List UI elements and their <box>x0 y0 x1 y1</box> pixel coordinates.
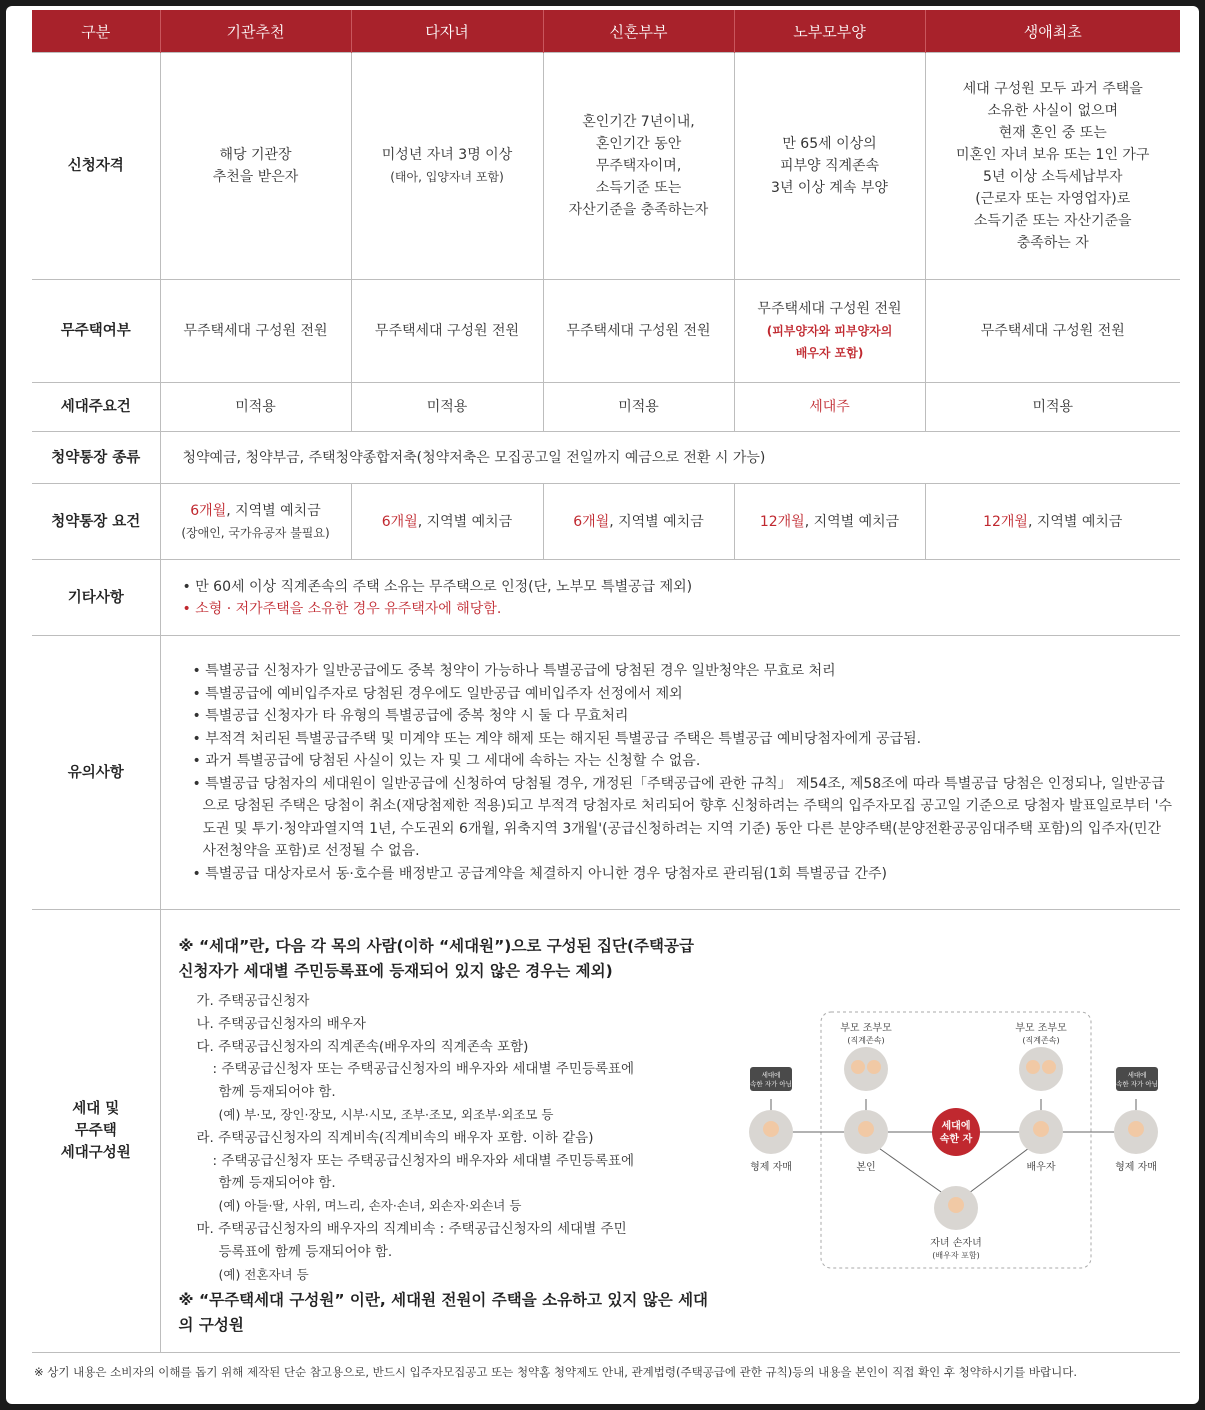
cell: 6개월, 지역별 예치금 <box>543 484 734 560</box>
diagram-label: 본인 <box>855 1162 876 1173</box>
cell: 미적용 <box>160 383 351 432</box>
row-header-household: 세대 및 무주택 세대구성원 <box>32 910 160 1353</box>
cell: 12개월, 지역별 예치금 <box>925 484 1180 560</box>
row-header-homeless: 무주택여부 <box>32 280 160 383</box>
row-other <box>32 560 1180 636</box>
diagram-label: 세대에 <box>761 1071 780 1079</box>
cell: 무주택세대 구성원 전원 <box>543 280 734 383</box>
cell: 무주택세대 구성원 전원 <box>351 280 543 383</box>
diagram-label: 형제 자매 <box>1114 1162 1157 1173</box>
row-header-account-type: 청약통장 종류 <box>32 432 160 484</box>
diagram-label: 속한 자가 아님 <box>749 1080 792 1088</box>
grandparents-left-avatar <box>844 1047 888 1091</box>
col-header-elderly-parent: 노부모부양 <box>734 10 925 53</box>
cell: 미성년 자녀 3명 이상 (태아, 입양자녀 포함) <box>351 53 543 280</box>
cell: 무주택세대 구성원 전원 (피부양자와 피부양자의 배우자 포함) <box>734 280 925 383</box>
row-eligibility <box>32 53 1180 280</box>
diagram-label: (직계존속) <box>1021 1036 1060 1045</box>
col-header-multi-child: 다자녀 <box>351 10 543 53</box>
cell: 혼인기간 7년이내, 혼인기간 동안 무주택자이며, 소득기준 또는 자산기준을 충족하는자 <box>543 53 734 280</box>
cell: 6개월, 지역별 예치금 (장애인, 국가유공자 불필요) <box>160 484 351 560</box>
diagram-label: 배우자 <box>1026 1162 1055 1173</box>
spouse-avatar <box>1019 1110 1063 1154</box>
row-homeless <box>32 280 1180 383</box>
cell: 세대 구성원 모두 과거 주택을 소유한 사실이 없으며 현재 혼인 중 또는 미혼인 자녀 보유 또는 1인 가구 5년 이상 소득세납부자 (근로자 또는 자영업자)로 소득기준 또는 자산기준을 충족하는 자 <box>925 53 1180 280</box>
row-header-householder: 세대주요건 <box>32 383 160 432</box>
household-definition-title: ※ “세대”란, 다음 각 목의 사람(이하 “세대원”)으로 구성된 집단(주택공급 신청자가 세대별 주민등록표에 등재되어 있지 않은 경우는 제외) <box>178 937 694 980</box>
cell: 미적용 <box>925 383 1180 432</box>
cell: 6개월, 지역별 예치금 <box>351 484 543 560</box>
cell: 세대주 <box>734 383 925 432</box>
diagram-label: 속한 자가 아님 <box>1115 1080 1158 1088</box>
page <box>6 6 1199 1404</box>
grandparents-right-avatar <box>1019 1047 1063 1091</box>
row-header-cautions: 유의사항 <box>32 636 160 910</box>
table-header-row <box>32 10 1180 53</box>
col-header-category: 구분 <box>32 10 160 53</box>
diagram-label: 자녀 손자녀 <box>929 1238 982 1249</box>
household-center-badge <box>932 1108 980 1156</box>
diagram-label: 부모 조부모 <box>839 1023 892 1034</box>
homeless-household-definition: ※ “무주택세대 구성원” 이란, 세대원 전원이 주택을 소유하고 있지 않은 세대의 구성원 <box>178 1291 709 1334</box>
diagram-label: (배우자 포함) <box>931 1251 980 1260</box>
cell: 만 65세 이상의 피부양 직계존속 3년 이상 계속 부양 <box>734 53 925 280</box>
diagram-label: (직계존속) <box>846 1036 885 1045</box>
cell: 미적용 <box>543 383 734 432</box>
diagram-label: 세대에 <box>1127 1071 1146 1079</box>
row-header-eligibility: 신청자격 <box>32 53 160 280</box>
special-supply-table <box>32 10 1180 1353</box>
self-avatar <box>844 1110 888 1154</box>
row-household <box>32 910 1180 1353</box>
diagram-label: 부모 조부모 <box>1014 1023 1067 1034</box>
cell: • 만 60세 이상 직계존속의 주택 소유는 무주택으로 인정(단, 노부모 특별공급 제외) • 소형 · 저가주택을 소유한 경우 유주택자에 해당함. <box>160 560 1180 636</box>
row-account-type <box>32 432 1180 484</box>
household-diagram <box>736 1004 1166 1274</box>
col-header-institution: 기관추천 <box>160 10 351 53</box>
row-householder <box>32 383 1180 432</box>
cell <box>160 910 1180 1353</box>
cell: 무주택세대 구성원 전원 <box>160 280 351 383</box>
col-header-first-time: 생애최초 <box>925 10 1180 53</box>
cell: 청약예금, 청약부금, 주택청약종합저축(청약저축은 모집공고일 전일까지 예금으로 전환 시 가능) <box>160 432 1180 484</box>
row-header-other: 기타사항 <box>32 560 160 636</box>
household-member-list: 가. 주택공급신청자 나. 주택공급신청자의 배우자 다. 주택공급신청자의 직계존속(배우자의 직계존속 포함) : 주택공급신청자 또는 주택공급신청자의 배우자와 세대별 주민등록표에 함께 등재되어야 함. (예) 부·모, 장인·장모, 시부·시모, 조부·조모, 외조부·외조모 등 라. 주택공급신청자의 직계비속(직계비속의 배우자 포함. 이하 같음) : 주택공급신청자 또는 주택공급신청자의 배우자와 세대별 주민등록표에 함께 등재되어야 함. (예) 아들·딸, 사위, 며느리, 손자·손녀, 외손자·외손녀 등 마. 주택공급신청자의 배우자의 직계비속 : 주택공급신청자의 세대별 주민 등록표에 함께 등재되어야 함. (예) 전혼자녀 등 <box>196 993 635 1282</box>
diagram-label: 속한 자 <box>939 1134 972 1145</box>
cell: 미적용 <box>351 383 543 432</box>
cell: 무주택세대 구성원 전원 <box>925 280 1180 383</box>
row-cautions <box>32 636 1180 910</box>
cell: 12개월, 지역별 예치금 <box>734 484 925 560</box>
diagram-label: 형제 자매 <box>749 1162 792 1173</box>
cell: 해당 기관장 추천을 받은자 <box>160 53 351 280</box>
row-account-req <box>32 484 1180 560</box>
child-avatar <box>934 1186 978 1230</box>
footnote: ※ 상기 내용은 소비자의 이해를 돕기 위해 제작된 단순 참고용으로, 반드시 입주자모집공고 또는 청약홈 청약제도 안내, 관계법령(주택공급에 관한 규칙)등의 내용을 본인이 직접 확인 후 청약하시기를 바랍니다. <box>34 1365 1078 1379</box>
sibling-left-avatar <box>749 1110 793 1154</box>
diagram-label: 세대에 <box>941 1121 970 1132</box>
row-header-account-req: 청약통장 요건 <box>32 484 160 560</box>
col-header-newlywed: 신혼부부 <box>543 10 734 53</box>
cell: • 특별공급 신청자가 일반공급에도 중복 청약이 가능하나 특별공급에 당첨된 경우 일반청약은 무효로 처리 • 특별공급에 예비입주자로 당첨된 경우에도 일반공급 예비입주자 선정에서 제외 • 특별공급 신청자가 타 유형의 특별공급에 중복 청약 시 둘 다 무효처리 • 부적격 처리된 특별공급주택 및 미계약 또는 계약 해제 또는 해지된 특별공급 주택은 특별공급 예비당첨자에게 공급됨. • 과거 특별공급에 당첨된 사실이 있는 자 및 그 세대에 속하는 자는 신청할 수 없음. • 특별공급 당첨자의 세대원이 일반공급에 신청하여 당첨될 경우, 개정된「주택공급에 관한 규칙」 제54조, 제58조에 따라 특별공급 당첨은 인정되나, 일반공급으로 당첨된 주택은 당첨이 취소(재당첨제한 적용)되고 부적격 당첨자로 처리되어 향후 신청하려는 주택의 입주자모집 공고일 기준으로 당첨자 발표일로부터 '수도권 및 투기·청약과열지역 1년, 수도권외 6개월, 위축지역 3개월'(공급신청하려는 지역 기준) 동안 다른 분양주택(분양전환공공임대주택 포함)의 입주자(민간 사전청약을 포함)로 선정될 수 없음. • 특별공급 대상자로서 동·호수를 배정받고 공급계약을 체결하지 아니한 경우 당첨자로 관리됨(1회 특별공급 간주) <box>160 636 1180 910</box>
sibling-right-avatar <box>1114 1110 1158 1154</box>
